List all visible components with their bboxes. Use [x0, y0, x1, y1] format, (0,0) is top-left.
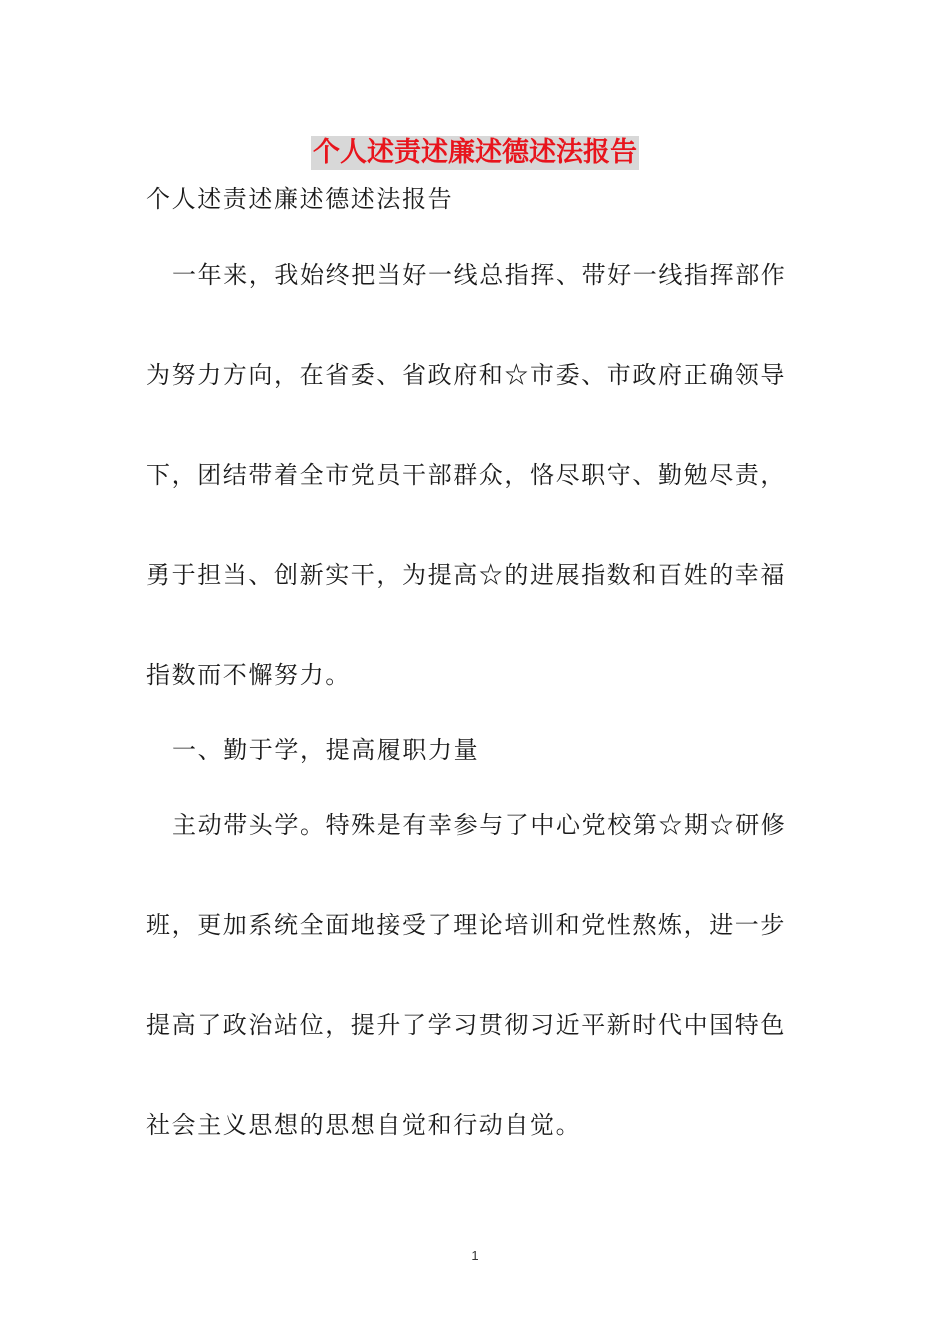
paragraph-2-line-1: 主动带头学。特殊是有幸参与了中心党校第☆期☆研修 [172, 811, 787, 839]
paragraph-1-line-5: 指数而不懈努力。 [146, 661, 351, 689]
page-number: 1 [471, 1248, 479, 1263]
paragraph-2-line-4: 社会主义思想的思想自觉和行动自觉。 [146, 1111, 582, 1139]
document-title-text: 个人述责述廉述德述法报告 [313, 137, 637, 168]
paragraph-1-line-3: 下，团结带着全市党员干部群众，恪尽职守、勤勉尽责， [146, 461, 786, 489]
paragraph-2-line-3: 提高了政治站位，提升了学习贯彻习近平新时代中国特色 [146, 1011, 786, 1039]
paragraph-2-line-2: 班，更加系统全面地接受了理论培训和党性熬炼，进一步 [146, 911, 786, 939]
paragraph-1-line-1: 一年来，我始终把当好一线总指挥、带好一线指挥部作 [172, 261, 787, 289]
document-title [0, 131, 950, 170]
paragraph-1-line-2: 为努力方向，在省委、省政府和☆市委、市政府正确领导 [146, 361, 786, 389]
section-heading-1: 一、勤于学，提高履职力量 [172, 736, 480, 764]
document-subtitle: 个人述责述廉述德述法报告 [146, 185, 454, 213]
paragraph-1-line-4: 勇于担当、创新实干，为提高☆的进展指数和百姓的幸福 [146, 561, 786, 589]
